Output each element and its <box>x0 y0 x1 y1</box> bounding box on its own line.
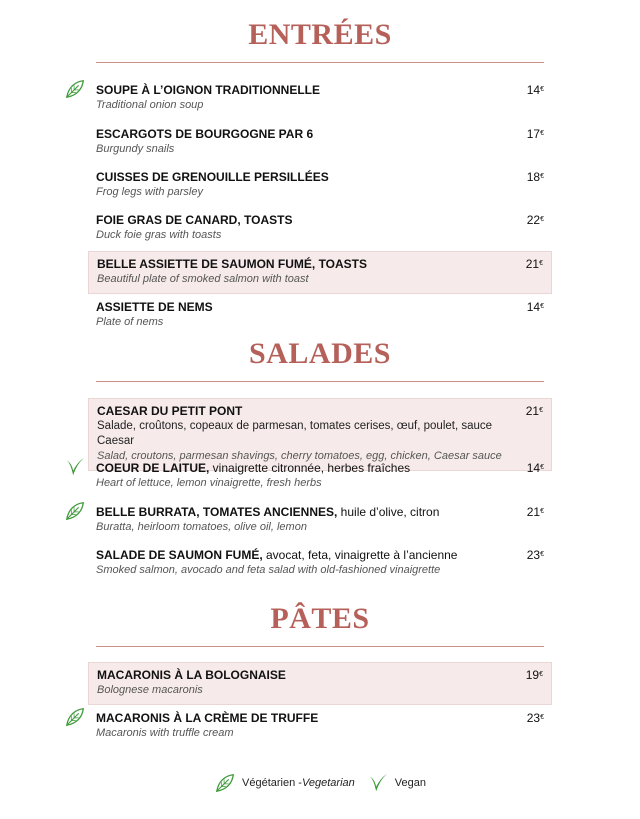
item-price: 23€ <box>526 548 544 562</box>
item-name: COEUR DE LAITUE, vinaigrette citronnée, herbes fraîches <box>96 461 411 475</box>
item-translation: Buratta, heirloom tomatoes, olive oil, lemon <box>96 521 307 533</box>
item-price: 14€ <box>526 300 544 314</box>
item-price: 21€ <box>525 404 543 418</box>
diet-legend <box>0 772 640 794</box>
item-description: Salade, croûtons, copeaux de parmesan, tomates cerises, œuf, poulet, sauce Caesar <box>97 420 493 447</box>
item-name: CUISSES DE GRENOUILLE PERSILLÉES <box>96 170 329 184</box>
menu-item-highlighted <box>88 251 552 294</box>
item-translation: Macaronis with truffle cream <box>96 727 234 739</box>
item-price: 19€ <box>525 668 543 682</box>
item-name: CAESAR DU PETIT PONT <box>97 404 243 418</box>
v-icon <box>367 772 389 794</box>
item-translation: Burgundy snails <box>96 143 175 155</box>
section-title-entrees: ENTRÉES <box>248 18 392 51</box>
menu-item-highlighted <box>88 662 552 705</box>
section-title-pates: PÂTES <box>270 602 370 635</box>
legend-vegetarian-label: Végétarien - <box>242 777 302 789</box>
item-translation: Beautiful plate of smoked salmon with toast <box>97 273 309 285</box>
menu-item <box>88 456 552 497</box>
menu-item <box>88 295 552 336</box>
item-name: MACARONIS À LA BOLOGNAISE <box>97 668 286 682</box>
menu-item <box>88 500 552 541</box>
item-translation: Salad, croutons, parmesan shavings, cherry tomatoes, egg, chicken, Caesar sauce <box>97 450 502 462</box>
leaf-icon <box>64 500 86 522</box>
leaf-icon <box>214 772 236 794</box>
item-name: ASSIETTE DE NEMS <box>96 300 213 314</box>
item-price: 23€ <box>526 711 544 725</box>
leaf-icon <box>64 706 86 728</box>
legend-vegan <box>367 772 426 794</box>
menu-item <box>88 78 552 119</box>
item-price: 18€ <box>526 170 544 184</box>
item-translation: Bolognese macaronis <box>97 684 203 696</box>
item-price: 21€ <box>526 505 544 519</box>
item-translation: Duck foie gras with toasts <box>96 229 222 241</box>
item-name: BELLE BURRATA, TOMATES ANCIENNES, huile d’olive, citron <box>96 505 440 519</box>
legend-vegetarian-label-en: Vegetarian <box>301 777 355 789</box>
menu-item <box>88 543 552 584</box>
item-translation: Frog legs with parsley <box>96 186 203 198</box>
item-name: FOIE GRAS DE CANARD, TOASTS <box>96 213 293 227</box>
item-price: 21€ <box>525 257 543 271</box>
item-name: SOUPE À L’OIGNON TRADITIONNELLE <box>96 83 321 97</box>
legend-vegan-label: Vegan <box>394 777 426 789</box>
v-icon <box>64 456 86 478</box>
section-title-salades: SALADES <box>249 337 391 370</box>
item-translation: Traditional onion soup <box>96 99 204 111</box>
divider <box>96 381 544 382</box>
item-name: ESCARGOTS DE BOURGOGNE PAR 6 <box>96 127 314 141</box>
item-translation: Smoked salmon, avocado and feta salad with old-fashioned vinaigrette <box>96 564 441 576</box>
legend-vegetarian <box>214 772 355 794</box>
item-name: MACARONIS À LA CRÈME DE TRUFFE <box>96 711 319 725</box>
item-name: SALADE DE SAUMON FUMÉ, avocat, feta, vinaigrette à l’ancienne <box>96 548 458 562</box>
divider <box>96 646 544 647</box>
item-price: 14€ <box>526 461 544 475</box>
item-name: BELLE ASSIETTE DE SAUMON FUMÉ, TOASTS <box>97 257 368 271</box>
item-translation: Heart of lettuce, lemon vinaigrette, fresh herbs <box>96 477 322 489</box>
menu-item <box>88 706 552 747</box>
leaf-icon <box>64 78 86 100</box>
item-translation: Plate of nems <box>96 316 164 328</box>
menu-item <box>88 165 552 206</box>
item-price: 17€ <box>526 127 544 141</box>
item-price: 14€ <box>526 83 544 97</box>
menu-item <box>88 208 552 249</box>
divider <box>96 62 544 63</box>
item-price: 22€ <box>526 213 544 227</box>
menu-item <box>88 122 552 163</box>
